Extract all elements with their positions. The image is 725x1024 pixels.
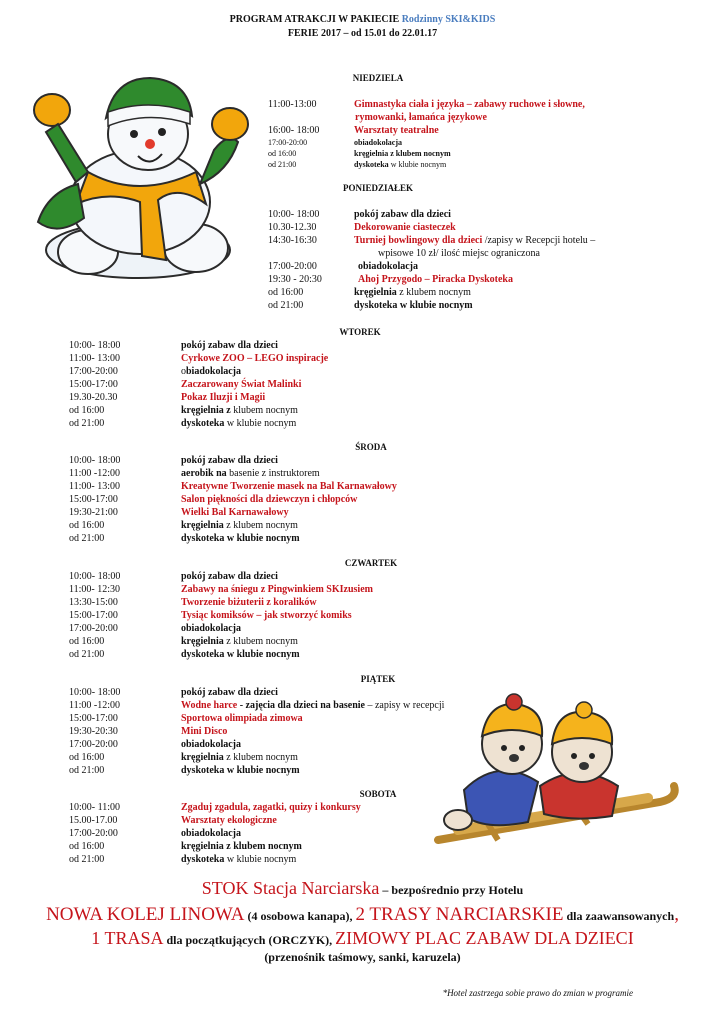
time: 19:30-20:30	[69, 726, 118, 737]
activity-detail: w klubie nocnym	[224, 854, 297, 865]
header-package: Rodzinny SKI&KIDS	[401, 14, 496, 25]
activity: obiadokolacja	[181, 739, 242, 750]
schedule-row	[69, 609, 509, 622]
time: 19.30-20.30	[69, 392, 118, 403]
time: 10:00- 18:00	[69, 340, 121, 351]
activity: aerobik na	[181, 468, 227, 479]
activity-detail: basenie z instruktorem	[226, 468, 320, 479]
day-title-wtorek: WTOREK	[339, 327, 381, 337]
schedule-row	[268, 234, 688, 247]
day-title-sobota: SOBOTA	[359, 789, 397, 799]
schedule-row	[69, 583, 509, 596]
trasy-title: 2 TRASY NARCIARSKIE	[355, 904, 564, 925]
schedule-row	[69, 532, 509, 545]
schedule-row	[69, 467, 509, 480]
time: od 16:00	[69, 636, 105, 647]
activity: kręgielnia	[181, 636, 224, 647]
schedule-row	[69, 519, 509, 532]
activity: Mini Disco	[181, 726, 228, 737]
activity-continued: rymowanki, łamańca językowe	[355, 112, 487, 123]
time: od 21:00	[69, 649, 105, 660]
time: 16:00- 18:00	[268, 125, 320, 136]
activity-detail: z klubem nocnym	[223, 752, 298, 763]
activity: Kreatywne Tworzenie masek na Bal Karnawałowy	[181, 481, 397, 492]
activity: Warsztaty teatralne	[354, 125, 439, 136]
activity: obiadokolacja	[181, 828, 242, 839]
time: 17:00-20:00	[69, 739, 118, 750]
time: od 16:00	[69, 752, 105, 763]
schedule-row	[69, 648, 509, 661]
activity-detail: w klubie nocnym	[224, 418, 297, 429]
activity: pokój zabaw dla dzieci	[181, 571, 278, 582]
schedule-row	[69, 493, 509, 506]
schedule-row	[69, 417, 509, 430]
activity: Dekorowanie ciasteczek	[354, 222, 456, 233]
activity: pokój zabaw dla dzieci	[181, 340, 278, 351]
time: 19:30-21:00	[69, 507, 118, 518]
time: od 21:00	[69, 533, 105, 544]
time: 10:00- 18:00	[69, 455, 121, 466]
schedule-row	[69, 365, 509, 378]
time: 15:00-17:00	[69, 713, 118, 724]
activity: obiadokolacja	[354, 138, 403, 147]
time: 10:00- 18:00	[69, 571, 121, 582]
time: 11:00-13:00	[268, 99, 317, 110]
time: 11:00 -12:00	[69, 468, 121, 479]
schedule-row	[69, 480, 509, 493]
time: 10:00- 11:00	[69, 802, 121, 813]
schedule-row	[69, 391, 509, 404]
activity: Wodne harce	[181, 700, 238, 711]
schedule-row	[69, 570, 509, 583]
day-title-poniedzialek: PONIEDZIAŁEK	[342, 183, 413, 193]
time: 17:00-20:00	[69, 828, 118, 839]
time: 11:00 -12:00	[69, 700, 121, 711]
activity: Tworzenie biżuterii z koralików	[181, 597, 317, 608]
snowman-illustration	[28, 72, 256, 282]
activity-detail: z klubem nocnym	[223, 636, 298, 647]
time: od 21:00	[268, 300, 304, 311]
activity-detail: z klubem nocnym	[223, 520, 298, 531]
plac-title: ZIMOWY PLAC ZABAW DLA DZIECI	[335, 928, 634, 948]
time: od 16:00	[69, 841, 105, 852]
schedule-row	[268, 98, 668, 111]
activity-detail: /zapisy w Recepcji hotelu –	[482, 235, 596, 246]
schedule-row	[69, 622, 509, 635]
activity: pokój zabaw dla dzieci	[354, 209, 451, 220]
header-dates: FERIE 2017 – od 15.01 do 22.01.17	[287, 28, 438, 39]
activity: kręgielnia z klubem nocnym	[181, 841, 302, 852]
activity-detail: z klubem nocnym	[396, 287, 471, 298]
activity: Turniej bowlingowy dla dzieci	[354, 235, 483, 246]
schedule-row	[69, 840, 429, 853]
activity: Tysiąc komiksów – jak stworzyć komiks	[181, 610, 352, 621]
trasa-detail: dla początkujących (ORCZYK),	[163, 933, 336, 947]
time: 14:30-16:30	[268, 235, 317, 246]
activity: dyskoteka w klubie nocnym	[181, 649, 300, 660]
day-title-piatek: PIĄTEK	[360, 674, 396, 684]
activity: pokój zabaw dla dzieci	[181, 455, 278, 466]
activity: dyskoteka	[181, 418, 225, 429]
time: 11:00- 13:00	[69, 481, 121, 492]
schedule-row	[69, 814, 429, 827]
schedule-niedziela	[268, 98, 668, 170]
activity: o	[181, 366, 186, 377]
time: 10:00- 18:00	[268, 209, 320, 220]
footer-kolej	[0, 904, 725, 926]
schedule-row	[69, 339, 509, 352]
activity: Ahoj Przygodo – Piracka Dyskoteka	[358, 274, 513, 285]
time: 11:00- 12:30	[69, 584, 121, 595]
schedule-row	[69, 635, 509, 648]
time: 11:00- 13:00	[69, 353, 121, 364]
kolej-detail: (4 osobowa kanapa),	[244, 909, 356, 923]
time: 17:00-20:00	[268, 138, 308, 147]
time: 15.00-17.00	[69, 815, 118, 826]
schedule-row	[69, 378, 509, 391]
page-header	[0, 14, 725, 25]
activity-rest: biadokolacja	[186, 366, 242, 377]
schedule-row	[69, 801, 429, 814]
schedule-row	[69, 596, 509, 609]
time: 15:00-17:00	[69, 494, 118, 505]
time: 15:00-17:00	[69, 610, 118, 621]
schedule-row	[268, 159, 668, 170]
activity: Cyrkowe ZOO – LEGO inspiracje	[181, 353, 329, 364]
time: od 16:00	[69, 405, 105, 416]
teddy-bears-on-sled-illustration	[428, 690, 684, 862]
schedule-row	[69, 853, 429, 866]
activity-detail: klubem nocnym	[230, 405, 298, 416]
activity: Zabawy na śniegu z Pingwinkiem SKIzusiem	[181, 584, 373, 595]
schedule-sobota	[69, 801, 429, 866]
footer-przenosnik	[0, 950, 725, 965]
schedule-sroda	[69, 454, 509, 545]
time: od 16:00	[268, 287, 304, 298]
activity: Pokaz Iluzji i Magii	[181, 392, 266, 403]
trasa-title: 1 TRASA	[91, 928, 164, 948]
day-title-czwartek: CZWARTEK	[344, 558, 398, 568]
time: od 16:00	[268, 149, 297, 158]
activity: kręgielnia z klubem nocnym	[354, 149, 451, 158]
schedule-row	[268, 273, 688, 286]
time: od 16:00	[69, 520, 105, 531]
footer-note: *Hotel zastrzega sobie prawo do zmian w programie	[442, 988, 633, 998]
activity-continued: wpisowe 10 zł/ ilość miejsc ograniczona	[378, 248, 540, 259]
activity: Zaczarowany Świat Malinki	[181, 379, 302, 390]
activity: obiadokolacja	[358, 261, 419, 272]
time: od 21:00	[69, 418, 105, 429]
schedule-row	[268, 299, 688, 312]
activity-note: – zapisy w recepcji	[364, 700, 445, 711]
schedule-row	[268, 124, 668, 137]
comma: ,	[674, 904, 679, 925]
schedule-czwartek	[69, 570, 509, 661]
time: od 21:00	[268, 160, 297, 169]
stok-title: STOK Stacja Narciarska	[201, 878, 380, 898]
activity-detail: w klubie nocnym	[388, 160, 447, 169]
footer-trasa	[0, 928, 725, 949]
activity: kręgielnia z	[181, 405, 231, 416]
time: 15:00-17:00	[69, 379, 118, 390]
activity: obiadokolacja	[181, 623, 242, 634]
schedule-row	[268, 221, 688, 234]
schedule-row	[69, 827, 429, 840]
time: 10:00- 18:00	[69, 687, 121, 698]
day-title-sroda: ŚRODA	[355, 442, 387, 452]
activity: kręgielnia	[181, 752, 224, 763]
activity: dyskoteka w klubie nocnym	[181, 765, 300, 776]
schedule-row	[69, 454, 509, 467]
schedule-row	[268, 137, 668, 148]
schedule-wtorek	[69, 339, 509, 430]
time: 19:30 - 20:30	[268, 274, 322, 285]
activity: Gimnastyka ciała i języka – zabawy ruchowe i słowne,	[354, 99, 585, 110]
activity: pokój zabaw dla dzieci	[181, 687, 278, 698]
schedule-row	[268, 148, 668, 159]
activity: kręgielnia	[354, 287, 397, 298]
schedule-row	[268, 286, 688, 299]
schedule-row	[69, 352, 509, 365]
activity: dyskoteka w klubie nocnym	[181, 533, 300, 544]
time: od 21:00	[69, 854, 105, 865]
schedule-row	[69, 404, 509, 417]
schedule-row	[69, 506, 509, 519]
activity: Sportowa olimpiada zimowa	[181, 713, 303, 724]
header-title: PROGRAM ATRAKCJI W PAKIECIE	[229, 14, 400, 25]
time: 10.30-12.30	[268, 222, 317, 233]
footer-stok	[0, 878, 725, 899]
activity: dyskoteka	[354, 160, 389, 169]
stok-subtitle: – bezpośrednio przy Hotelu	[379, 883, 524, 897]
activity: dyskoteka w klubie nocnym	[354, 300, 473, 311]
time: 13:30-15:00	[69, 597, 118, 608]
schedule-row	[268, 208, 688, 221]
time: 17:00-20:00	[69, 623, 118, 634]
time: od 21:00	[69, 765, 105, 776]
activity: Salon piękności dla dziewczyn i chłopców	[181, 494, 358, 505]
time: 17:00-20:00	[69, 366, 118, 377]
activity: dyskoteka	[181, 854, 225, 865]
przenosnik-text: (przenośnik taśmowy, sanki, karuzela)	[264, 950, 461, 964]
activity: Warsztaty ekologiczne	[181, 815, 277, 826]
activity: Zgaduj zgadula, zagatki, quizy i konkursy	[181, 802, 361, 813]
trasy-detail: dla zaawansowanych	[563, 909, 675, 923]
time: 17:00-20:00	[268, 261, 317, 272]
day-title-niedziela: NIEDZIELA	[352, 73, 404, 83]
schedule-poniedzialek	[268, 208, 688, 312]
kolej-title: NOWA KOLEJ LINOWA	[46, 904, 245, 925]
activity: kręgielnia	[181, 520, 224, 531]
activity: Wielki Bal Karnawałowy	[181, 507, 289, 518]
schedule-row	[268, 260, 688, 273]
activity-detail: - zajęcia dla dzieci na basenie	[237, 700, 365, 711]
